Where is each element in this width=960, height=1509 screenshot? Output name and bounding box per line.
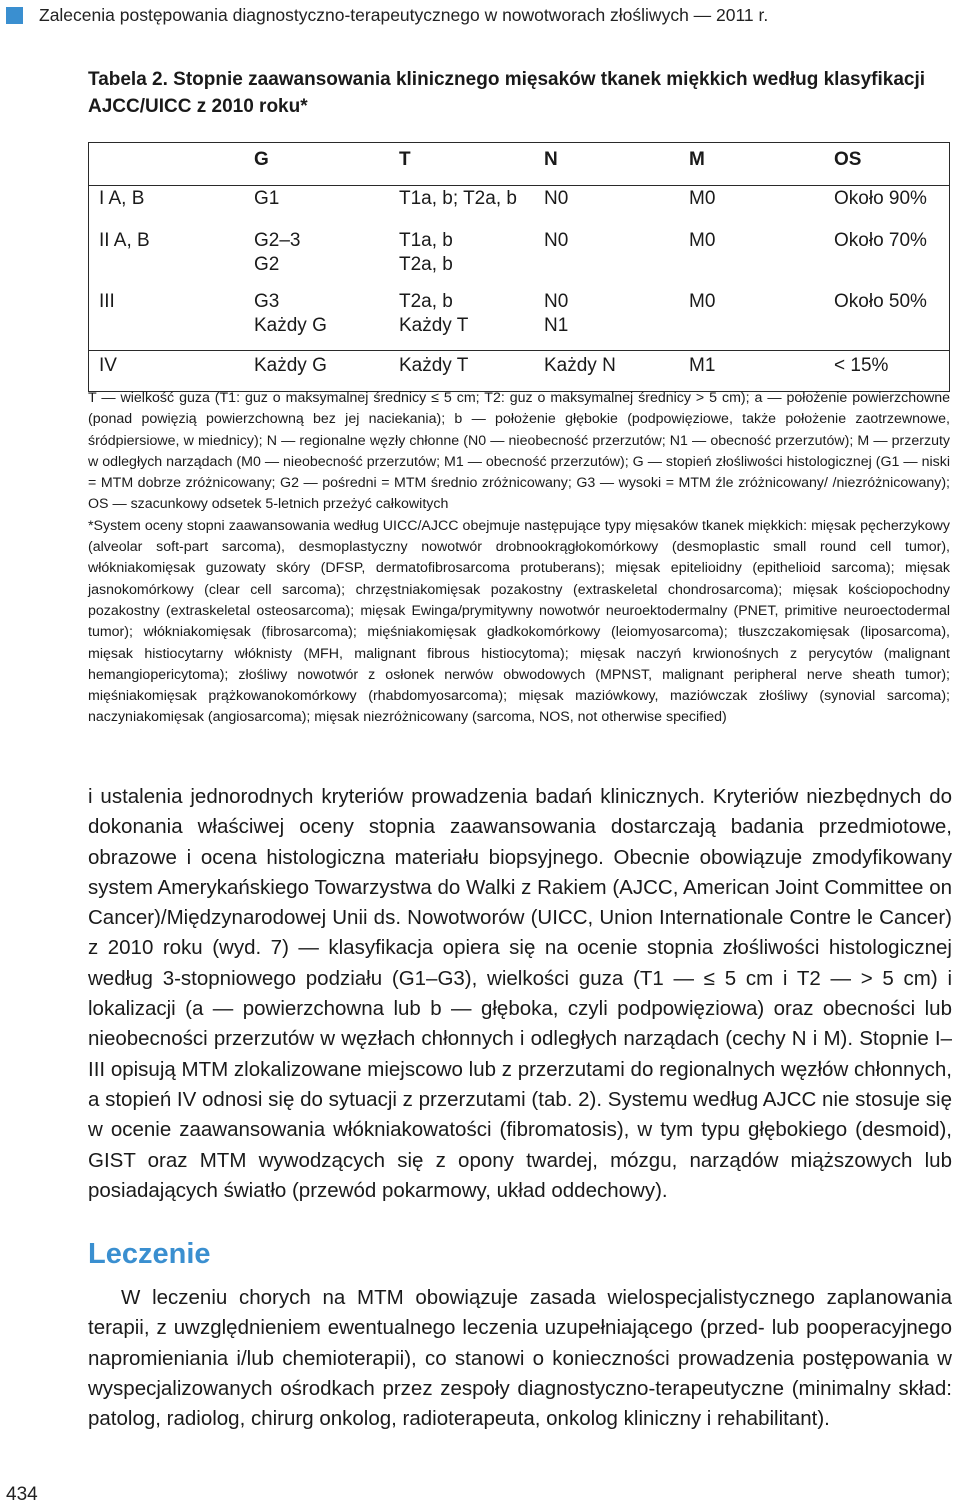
table-cell: G3 Każdy G: [244, 286, 389, 351]
table-cell: Około 70%: [824, 225, 950, 286]
table-row: [89, 286, 950, 351]
table-caption-text: Stopnie zaawansowania klinicznego mięsaków tkanek miękkich według klasyfikacji AJCC/UICC z 2010 roku*: [88, 69, 926, 117]
page-number: 434: [6, 1484, 38, 1505]
table-cell: Około 50%: [824, 286, 950, 351]
table-header-cell: N: [534, 143, 679, 186]
running-title: Zalecenia postępowania diagnostyczno-terapeutycznego w nowotworach złośliwych — 2011 r.: [39, 4, 769, 25]
table-cell: IV: [89, 351, 244, 392]
table-header-row: [89, 143, 950, 186]
table-notes: [88, 388, 950, 729]
section-title: Leczenie: [88, 1238, 211, 1270]
table-cell: N0: [544, 188, 569, 209]
table-cell: Każdy G: [244, 351, 389, 392]
table-row: [89, 351, 950, 392]
table-caption-label: Tabela 2.: [88, 69, 168, 90]
running-header: [6, 4, 768, 26]
table-cell: M1: [679, 351, 824, 392]
table-cell: II A, B: [89, 225, 244, 286]
table-cell: Każdy T: [389, 351, 534, 392]
body-paragraph: W leczeniu chorych na MTM obowiązuje zasada wielospecjalistycznego zaplanowania terapii, z uwzględnieniem ewentualnego leczenia uzupełniającego (przed- lub pooperacyjnego napromieniania i/lub chemioterapii), co stanowi o konieczności prowadzenia postępowania w wyspecjalizowanych ośrodkach przez zespoły diagnostyczno-terapeutyczne (minimalny skład: patolog, radiolog, chirurg onkolog, radioterapeuta, onkolog kliniczny i rehabilitant).: [88, 1286, 952, 1431]
table-cell: N0: [544, 230, 569, 251]
table-cell: T1a, b T2a, b: [399, 230, 453, 275]
body-paragraph: i ustalenia jednorodnych kryteriów prowadzenia badań klinicznych. Kryteriów niezbędnych do dokonania właściwej oceny stopnia zaawansowania dostarczają badania przedmiotowe, obrazowe i ocena histologiczna materiału biopsyjnego. Obecnie obowiązuje zmodyfikowany system Amerykańskiego Towarzystwa do Walki z Rakiem (AJCC, American Joint Committee on Cancer)/Międzynarodowej Unii ds. Nowotworów (UICC, Union Internationale Contre le Cancer) z 2010 roku (wyd. 7) — klasyfikacja opiera się na ocenie stopnia złośliwości histologicznej według 3-stopniowego podziału (G1–G3), wielkości guza (T1 — ≤ 5 cm i T2 — > 5 cm) i lokalizacji (a — powierzchowna lub b — głęboka, czyli podpowięziowa) oraz obecności lub nieobecności przerzutów w węzłach chłonnych i odległych narządach (cechy N i M). Stopnie I–III opisują MTM zlokalizowane miejscowo lub z przerzutami do regionalnych węzłów chłonnych, a stopień IV odnosi się do sytuacji z przerzutami (tab. 2). Systemu według AJCC nie stosuje się w ocenie zaawansowania włókniakowatości (fibromatosis), w tym typu głębokiego (desmoid), GIST oraz MTM wywodzących się z opony twardej, mózgu, narządów miąższowych lub posiadających światło (przewód pokarmowy, układ oddechowy).: [88, 785, 952, 1202]
table-cell: M0: [689, 230, 716, 251]
table-cell: T1a, b; T2a, b: [399, 188, 517, 209]
table-cell: III: [89, 286, 244, 351]
table-caption: [88, 66, 948, 120]
table-header-cell: T: [389, 143, 534, 186]
stage-table: [88, 142, 950, 392]
table-legend: T — wielkość guza (T1: guz o maksymalnej średnicy ≤ 5 cm; T2: guz o maksymalnej średnicy > 5 cm); a — położenie powierzchowne (ponad powięzią powierzchowną bez jej naciekania); b — położenie głębokie (podpowięziowe, także położenie zaotrzewnowe, śródpiersiowe, w miednicy); N — regionalne węzły chłonne (N0 — nieobecność przerzutów; N1 — obecność przerzutów); M — przerzuty w odległych narządach (M0 — nieobecność przerzutów; M1 — obecność przerzutów); G — stopień złośliwości histologicznej (G1 — niski = MTM dobrze zróżnicowany; G2 — pośredni = MTM średnio zróżnicowany; G3 — wysoki = MTM źle zróżnicowany/ /niezróżnicowany); OS — szacunkowy odsetek 5-letnich przeżyć całkowitych: [88, 390, 950, 513]
table-cell: G2–3 G2: [254, 230, 301, 275]
table-cell: Około 90%: [824, 186, 950, 225]
table-cell: T2a, b Każdy T: [389, 286, 534, 351]
table-header-cell: M: [679, 143, 824, 186]
table-cell: I A, B: [89, 186, 244, 225]
table-header-cell: G: [244, 143, 389, 186]
table-row: [89, 186, 950, 225]
table-row: [89, 225, 950, 286]
table-header-cell: OS: [824, 143, 950, 186]
accent-square-icon: [6, 7, 23, 24]
body-text-treatment: [88, 1283, 952, 1434]
table-cell: M0: [679, 286, 824, 351]
table-header-cell: [89, 143, 244, 186]
table-footnote: *System oceny stopni zaawansowania według UICC/AJCC obejmuje następujące typy mięsaków tkanek miękkich: mięsak pęcherzykowy (alveolar soft-part sarcoma), desmoplastyczny nowotwór drobnookrągłokomórkowy (desmoplastic small round cell tumor), włókniakomięsak guzowaty skóry (DFSP, dermatofibrosarcoma protuberans); mięsak epitelioidny (epithelioid sarcoma); mięsak jasnokomórkowy (clear cell sarcoma); chrzęstniakomięsak pozakostny (extraskeletal chondrosarcoma); mięsak kościopochodny pozakostny (extraskeletal osteosarcoma); mięsak Ewinga/prymitywny nowotwór neuroektodermalny (PNET, primitive neuroectodermal tumor); włókniakomięsak (fibrosarcoma); mięśniakomięsak gładkokomórkowy (leiomyosarcoma); tłuszczakomięsak (liposarcoma), mięsak histiocytarny włóknisty (MFH, malignant fibrous histiocytoma); mięsak naczyń krwionośnych z perycytów (malignant hemangiopericytoma); złośliwy nowotwór z osłonek nerwów obwodowych (MPNST, malignant peripheral nerve sheath tumor); mięśniakomięsak prążkowanokomórkowy (rhabdomyosarcoma); mięsak maziówkowy, maziówczak złośliwy (synovial sarcoma); naczyniakomięsak (angiosarcoma); mięsak niezróżnicowany (sarcoma, NOS, not otherwise specified): [88, 517, 950, 726]
table-cell: Każdy N: [534, 351, 679, 392]
body-text: [88, 782, 952, 1206]
table-cell: < 15%: [824, 351, 950, 392]
table-cell: N0 N1: [534, 286, 679, 351]
table-cell: G1: [254, 188, 280, 209]
table-cell: M0: [689, 188, 716, 209]
